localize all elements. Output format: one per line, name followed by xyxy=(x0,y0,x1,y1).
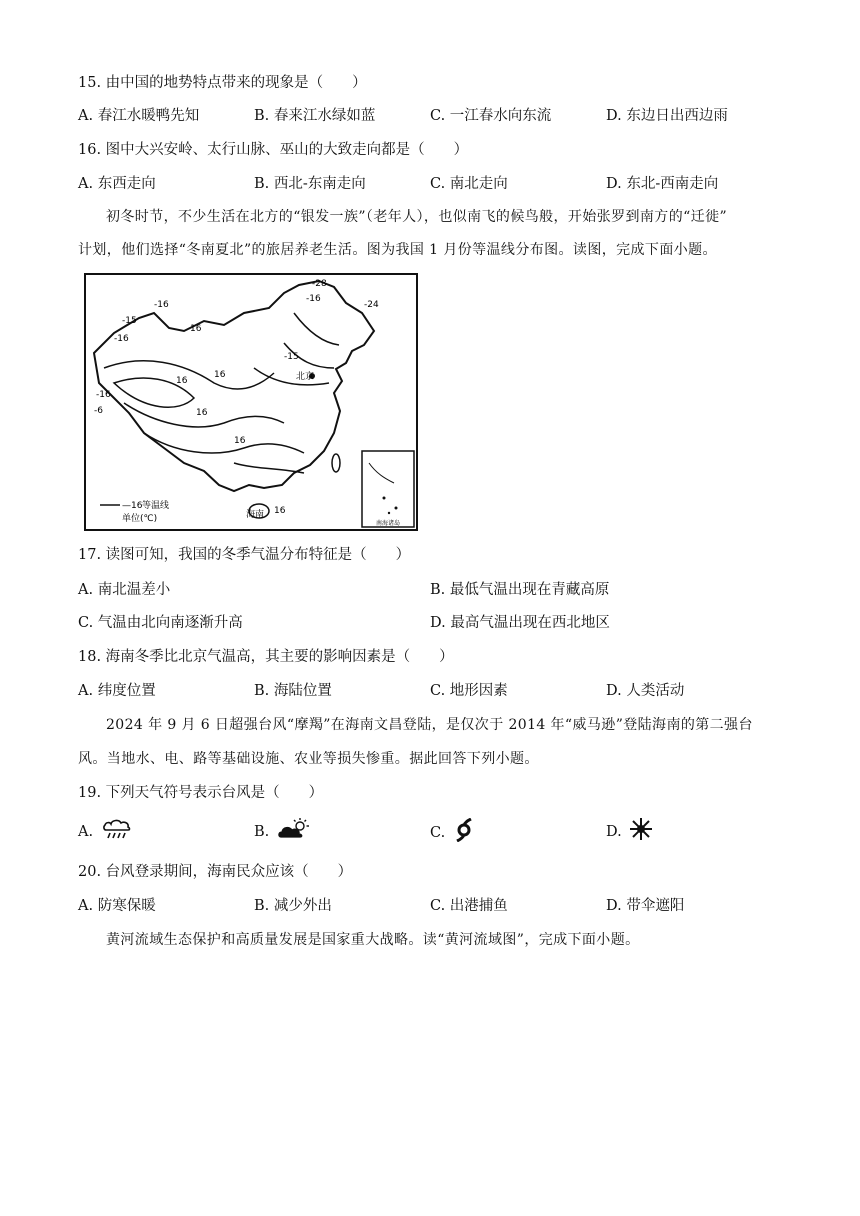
q20-option-c[interactable]: C. 出港捕鱼 xyxy=(430,898,508,914)
isotherm-label: -16 xyxy=(96,390,111,400)
hainan-label: 海南 xyxy=(246,510,265,520)
q17-option-d[interactable]: D. 最高气温出现在西北地区 xyxy=(430,615,610,631)
q17-option-b[interactable]: B. 最低气温出现在青藏高原 xyxy=(430,582,610,598)
isotherm-label: 16 xyxy=(190,324,202,334)
passage1-line1: 初冬时节，不少生活在北方的“银发一族”（老年人），也似南飞的候鸟般，开始张罗到南方的“迁徙” xyxy=(106,209,728,225)
legend-value: —16 xyxy=(122,501,143,511)
passage2-line1: 2024 年 9 月 6 日超强台风“摩羯”在海南文昌登陆，是仅次于 2014 年“威马逊”登陆海南的第二强台 xyxy=(106,717,753,733)
q20-stem: 20. 台风登录期间，海南民众应该（ ） xyxy=(78,864,353,880)
q15-option-c[interactable]: C. 一江春水向东流 xyxy=(430,108,552,124)
isotherm-label: -6 xyxy=(94,406,103,416)
city-label-beijing: 北京 xyxy=(296,372,315,382)
q19-stem: 19. 下列天气符号表示台风是（ ） xyxy=(78,785,324,801)
q19-option-c-label: C. xyxy=(430,825,446,841)
legend-label: 等温线 xyxy=(142,501,170,511)
isotherm-label: 16 xyxy=(176,376,188,386)
passage1-line2: 计划，他们选择“冬南夏北”的旅居养老生活。图为我国 1 月份等温线分布图。读图，完成下面小题。 xyxy=(78,242,717,258)
isotherm-label: -16 xyxy=(114,334,129,344)
q18-stem: 18. 海南冬季比北京气温高，其主要的影响因素是（ ） xyxy=(78,649,454,665)
q17-option-c[interactable]: C. 气温由北向南逐渐升高 xyxy=(78,615,243,631)
q18-option-b[interactable]: B. 海陆位置 xyxy=(254,683,332,699)
q15-option-b[interactable]: B. 春来江水绿如蓝 xyxy=(254,108,376,124)
q19-option-b-label: B. xyxy=(254,824,270,840)
q16-stem: 16. 图中大兴安岭、太行山脉、巫山的大致走向都是（ ） xyxy=(78,142,469,158)
q19-option-a[interactable] xyxy=(78,818,132,846)
typhoon-icon xyxy=(454,818,474,848)
q18-option-c[interactable]: C. 地形因素 xyxy=(430,683,508,699)
q18-option-a[interactable]: A. 纬度位置 xyxy=(78,683,156,699)
q16-option-a[interactable]: A. 东西走向 xyxy=(78,176,156,192)
partly-cloudy-icon xyxy=(278,818,310,846)
q19-option-c[interactable] xyxy=(430,818,474,848)
q20-option-a[interactable]: A. 防寒保暖 xyxy=(78,898,156,914)
q15-stem: 15. 由中国的地势特点带来的现象是（ ） xyxy=(78,75,367,91)
q15-option-a[interactable]: A. 春江水暖鸭先知 xyxy=(78,108,200,124)
q20-option-d[interactable]: D. 带伞遮阳 xyxy=(606,898,685,914)
january-isotherm-map xyxy=(84,273,418,531)
q19-option-d[interactable] xyxy=(606,818,652,846)
legend-unit: 单位(℃) xyxy=(122,514,158,524)
isotherm-label: 16 xyxy=(274,506,286,516)
isotherm-label: 16 xyxy=(214,370,226,380)
isotherm-label: -28 xyxy=(312,279,327,289)
isotherm-label: -15 xyxy=(284,352,299,362)
passage2-line2: 风。当地水、电、路等基础设施、农业等损失惨重。据此回答下列小题。 xyxy=(78,751,539,767)
passage3-line1: 黄河流域生态保护和高质量发展是国家重大战略。读“黄河流域图”，完成下面小题。 xyxy=(106,932,640,948)
inset-label: 南海诸岛 xyxy=(376,520,401,527)
q15-option-d[interactable]: D. 东边日出西边雨 xyxy=(606,108,728,124)
q16-option-b[interactable]: B. 西北-东南走向 xyxy=(254,176,366,192)
q16-option-d[interactable]: D. 东北-西南走向 xyxy=(606,176,719,192)
q17-option-a[interactable]: A. 南北温差小 xyxy=(78,582,171,598)
q19-option-a-label: A. xyxy=(78,824,94,840)
rain-cloud-icon xyxy=(102,818,132,846)
isotherm-label: 16 xyxy=(234,436,246,446)
q18-option-d[interactable]: D. 人类活动 xyxy=(606,683,685,699)
isotherm-label: -16 xyxy=(306,294,321,304)
isotherm-label: -15 xyxy=(122,316,137,326)
q20-option-b[interactable]: B. 减少外出 xyxy=(254,898,332,914)
q17-stem: 17. 读图可知，我国的冬季气温分布特征是（ ） xyxy=(78,547,411,563)
q19-option-b[interactable] xyxy=(254,818,310,846)
q19-option-d-label: D. xyxy=(606,824,622,840)
q16-option-c[interactable]: C. 南北走向 xyxy=(430,176,508,192)
sunny-icon xyxy=(630,818,652,846)
isotherm-label: 16 xyxy=(196,408,208,418)
isotherm-label: -16 xyxy=(154,300,169,310)
isotherm-label: -24 xyxy=(364,300,379,310)
